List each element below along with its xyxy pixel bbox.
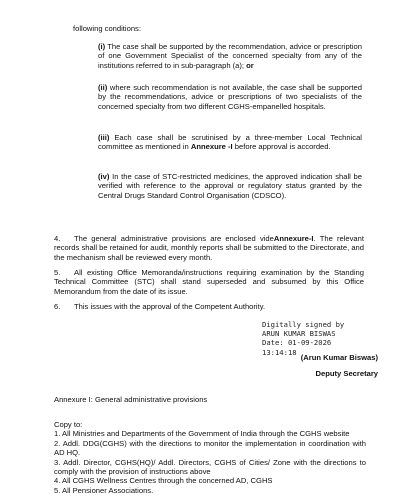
condition-ii <box>98 83 362 111</box>
condition-iii <box>98 133 362 152</box>
signatory-name: (Arun Kumar Biswas) <box>300 353 378 362</box>
copy-to-item: 1. All Ministries and Departments of the Government of India through the CGHS website <box>54 429 350 439</box>
paragraph-number: 6. <box>54 302 61 311</box>
copy-to-heading: Copy to: <box>54 420 83 429</box>
copy-to-item: 5. All Pensioner Associations. <box>54 485 154 495</box>
intro-line: following conditions: <box>73 24 141 33</box>
condition-text: Each case shall be scrutinised by a three-member Local Technical committee as mentioned in <box>98 133 362 152</box>
condition-text: In the case of STC-restricted medicines, the approved indication shall be verified with reference to the approval or regulatory status granted by the Central Drugs Standard Control Organisation (CDSCO). <box>98 172 362 200</box>
condition-i <box>98 42 362 70</box>
paragraph-5 <box>54 268 364 296</box>
signature-line: 13:14:18 <box>262 347 297 357</box>
condition-text: The case shall be supported by the recommendation, advice or prescription of one Government Specialist of the concerned specialty from any of the institutions referred to in sub-paragraph (a); <box>98 42 362 70</box>
paragraph-6 <box>54 302 364 311</box>
condition-text-end: before approval is accorded. <box>234 142 331 152</box>
paragraph-text-end: . The relevant records shall be retained for audit, monthly reports shall be submitted to the Directorate, and the mechanism shall be reviewed every month. <box>54 234 364 262</box>
condition-text: where such recommendation is not available, the case shall be supported by the recommendations, advice or prescriptions of two specialists of the concerned specialty from two different CGHS-empanelled hospitals. <box>98 83 362 111</box>
signatory-designation: Deputy Secretary <box>315 369 378 378</box>
condition-marker: (ii) <box>98 83 108 92</box>
paragraph-text: All existing Office Memoranda/instructions requiring examination by the Standing Technical Committee (STC) shall stand superseded and subsumed by this Office Memorandum from the date of its issue. <box>54 268 364 296</box>
annexure-reference: Annexure-I <box>273 234 314 243</box>
condition-marker: (iv) <box>98 172 110 181</box>
paragraph-number: 5. <box>54 268 61 277</box>
annexure-reference: Annexure -I <box>190 142 233 152</box>
paragraph-number: 4. <box>54 234 61 243</box>
copy-to-list <box>54 420 366 495</box>
paragraph-text: This issues with the approval of the Competent Authority. <box>74 302 266 311</box>
copy-to-item: 4. All CGHS Wellness Centres through the concerned AD, CGHS <box>54 476 273 486</box>
condition-marker: (i) <box>98 42 106 51</box>
signature-line: Digitally signed by <box>262 320 345 329</box>
signature-line: Date: 01-09-2026 <box>262 338 332 348</box>
condition-suffix: or <box>246 60 254 70</box>
paragraph-text: The general administrative provisions are enclosed vide <box>74 234 274 243</box>
copy-to-item: 3. Addl. Director, CGHS(HQ)/ Addl. Directors, CGHS of Cities/ Zone with the directions to comply with the provision of instructions above <box>54 457 366 477</box>
signature-line: ARUN KUMAR BISWAS <box>262 329 336 339</box>
copy-to-item: 2. Addl. DDG(CGHS) with the directions to monitor the implementation in coordination with AD HQ. <box>54 438 366 458</box>
annexure-line: Annexure I: General administrative provisions <box>54 395 208 404</box>
condition-marker: (iii) <box>98 133 110 142</box>
paragraph-4 <box>54 234 364 262</box>
digital-signature <box>262 320 382 357</box>
condition-iv <box>98 172 362 200</box>
